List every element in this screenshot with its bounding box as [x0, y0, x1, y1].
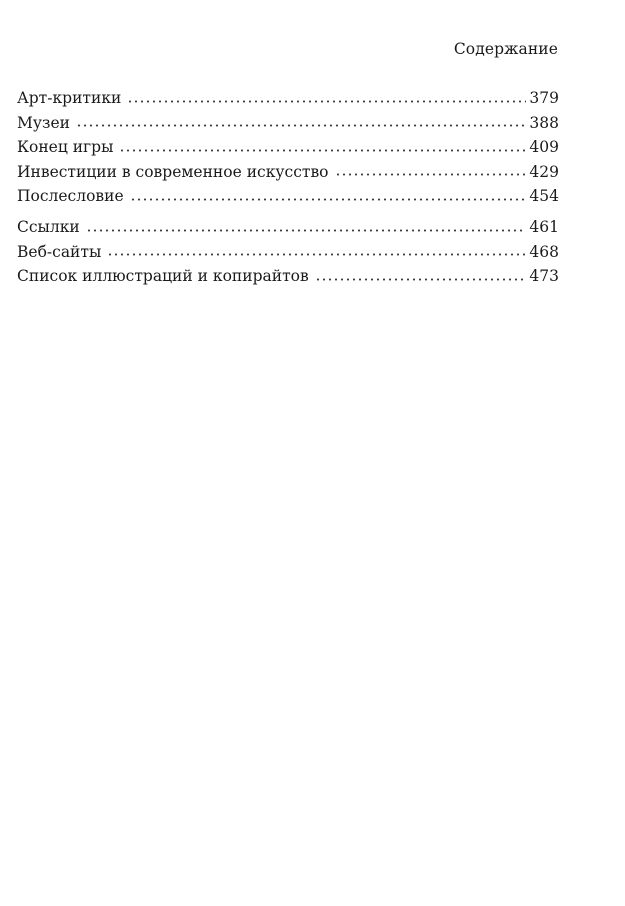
- running-header-title: Содержание: [453, 40, 558, 58]
- toc-entry: [17, 264, 559, 289]
- toc-entry: [17, 240, 559, 265]
- toc-entry-title: Конец игры: [17, 138, 114, 156]
- toc-entry-page: 473: [529, 267, 559, 285]
- toc-entry-title: Веб-сайты: [17, 242, 102, 261]
- dot-leader: [76, 124, 526, 127]
- toc-backmatter-list: [17, 215, 559, 289]
- dot-leader: [107, 253, 526, 256]
- dot-leader: [130, 198, 527, 201]
- dot-leader: [127, 100, 526, 103]
- toc-entry-title: Арт-критики: [17, 89, 122, 107]
- toc-entry-page: 461: [529, 218, 559, 236]
- dot-leader: [315, 278, 527, 281]
- toc-entry-title: Список иллюстраций и копирайтов: [17, 267, 309, 285]
- toc-entry: [17, 215, 559, 240]
- toc-entry-title: Музеи: [17, 113, 70, 132]
- toc-entry-page: 379: [529, 89, 559, 107]
- toc-chapters-list: [17, 86, 559, 209]
- toc-entry-page: 454: [529, 187, 559, 205]
- toc-entry-title: Послесловие: [17, 187, 124, 205]
- toc-entry: [17, 135, 559, 160]
- toc-entry-page: 388: [529, 113, 559, 132]
- toc-entry: [17, 86, 559, 111]
- toc-entry-page: 429: [529, 162, 559, 181]
- dot-leader: [119, 149, 526, 152]
- dot-leader: [86, 229, 527, 232]
- dot-leader: [335, 173, 527, 176]
- toc-entry-page: 468: [529, 242, 559, 261]
- toc-entry: [17, 111, 559, 136]
- toc-entry-title: Ссылки: [17, 218, 80, 236]
- toc-entry: [17, 160, 559, 185]
- toc-entry-title: Инвестиции в современное искусство: [17, 162, 329, 181]
- toc-entry-page: 409: [529, 138, 559, 156]
- toc-entry: [17, 184, 559, 209]
